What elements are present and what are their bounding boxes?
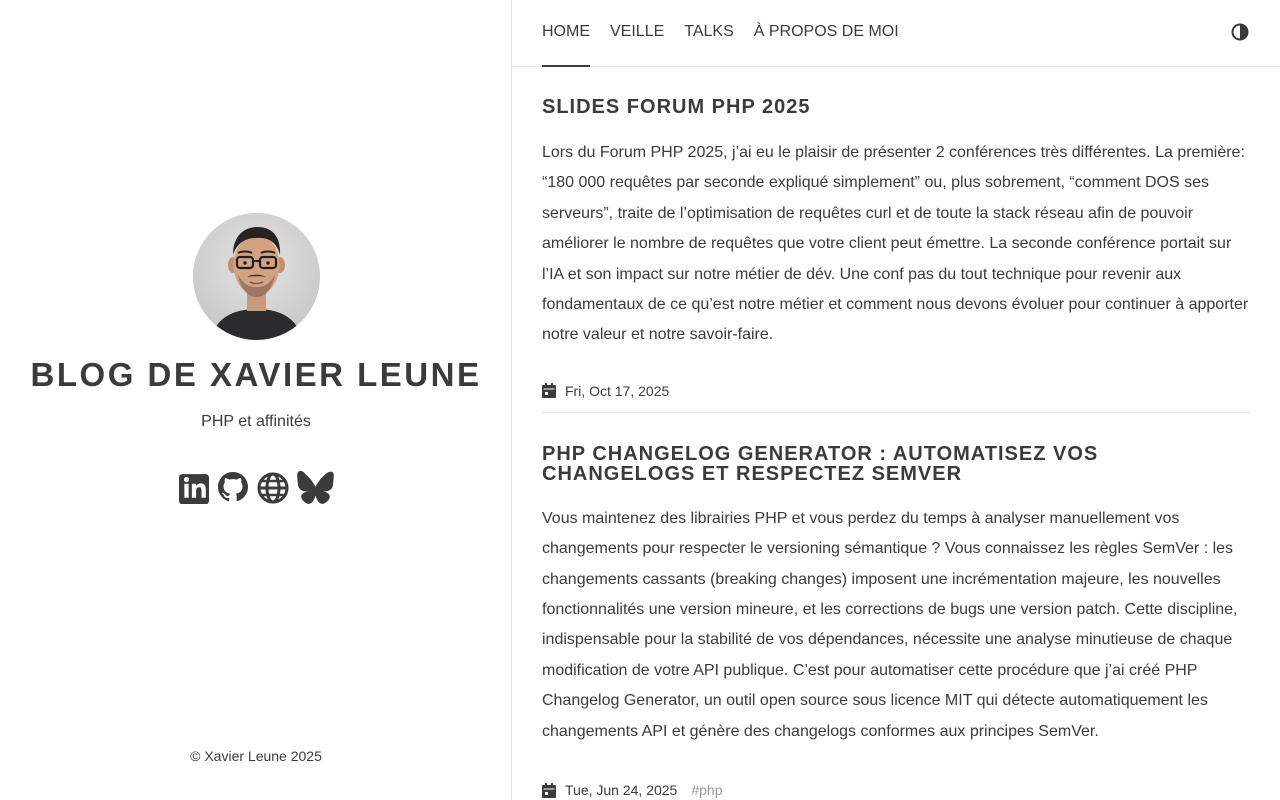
linkedin-link[interactable] [179,470,209,504]
post-title[interactable]: PHP CHANGELOG GENERATOR : AUTOMATISEZ VOS CHANGELOGS ET RESPECTEZ SEMVER [542,442,1099,485]
nav-item-home[interactable]: HOME [542,0,590,67]
site-title[interactable]: BLOG DE XAVIER LEUNE [30,356,482,393]
post-date: Fri, Oct 17, 2025 [565,382,670,399]
post-meta [542,780,1250,800]
post-card [542,97,1250,413]
bluesky-icon [297,470,334,504]
bluesky-link[interactable] [297,470,334,504]
linkedin-icon [179,470,209,504]
calendar-icon [542,783,556,798]
post-card [542,444,1250,800]
post-excerpt: Vous maintenez des librairies PHP et vous perdez du temps à analyser manuellement vos changements pour respecter le versioning sémantique ? Vous connaissez les règles SemVer : les changements cassants (breaking changes) imposent une incrémentation majeure, les nouvelles fonctionnalités une version mineure, et les corrections de bugs une version patch. Cette discipline, indispensable pour la stabilité de vos dépendances, nécessite une analyse minutieuse de chaque modification de votre API publique. C’est pour automatiser cette procédure que j’ai créé PHP Changelog Generator, un outil open source sous licence MIT qui détecte automatiquement les changements API et génère des changelogs conformes aux principes SemVer. [542,509,1238,740]
github-link[interactable] [217,470,249,504]
calendar-icon [542,383,556,398]
post-list [542,67,1250,800]
nav-item-talks[interactable]: TALKS [684,23,734,40]
avatar-portrait [193,213,320,340]
github-icon [217,470,249,504]
social-links [0,470,512,504]
post-title[interactable]: SLIDES FORUM PHP 2025 [542,96,811,118]
post-meta [542,381,1250,401]
post-tag[interactable]: #php [691,782,723,799]
nav-menu [542,0,899,67]
nav-item-about[interactable]: À PROPOS DE MOI [753,23,899,40]
website-link[interactable] [257,470,289,504]
avatar[interactable] [193,213,320,340]
copyright: © Xavier Leune 2025 [190,748,322,764]
globe-icon [257,470,289,504]
nav-item-veille[interactable]: VEILLE [610,23,665,40]
post-excerpt: Lors du Forum PHP 2025, j’ai eu le plaisir de présenter 2 conférences très différentes. La première: “180 000 requêtes par seconde expliqué simplement” ou, plus sobrement, “comment DOS ses serveurs”, traite de l’optimisation de requêtes curl et de toute la stack réseau afin de pouvoir améliorer le nombre de requêtes que votre client peut émettre. La seconde conférence portait sur l’IA et son impact sur notre métier de dév. Une conf pas du tout technique pour revenir aux fondamentaux de ce qu’est notre métier et comment nous devons évoluer pour continuer à apporter notre valeur et notre savoir-faire. [542,144,1249,344]
sidebar [0,0,512,800]
site-subtitle: PHP et affinités [201,413,311,430]
post-date: Tue, Jun 24, 2025 [565,782,678,799]
theme-toggle-icon[interactable] [1231,23,1249,41]
top-navigation [513,0,1280,67]
